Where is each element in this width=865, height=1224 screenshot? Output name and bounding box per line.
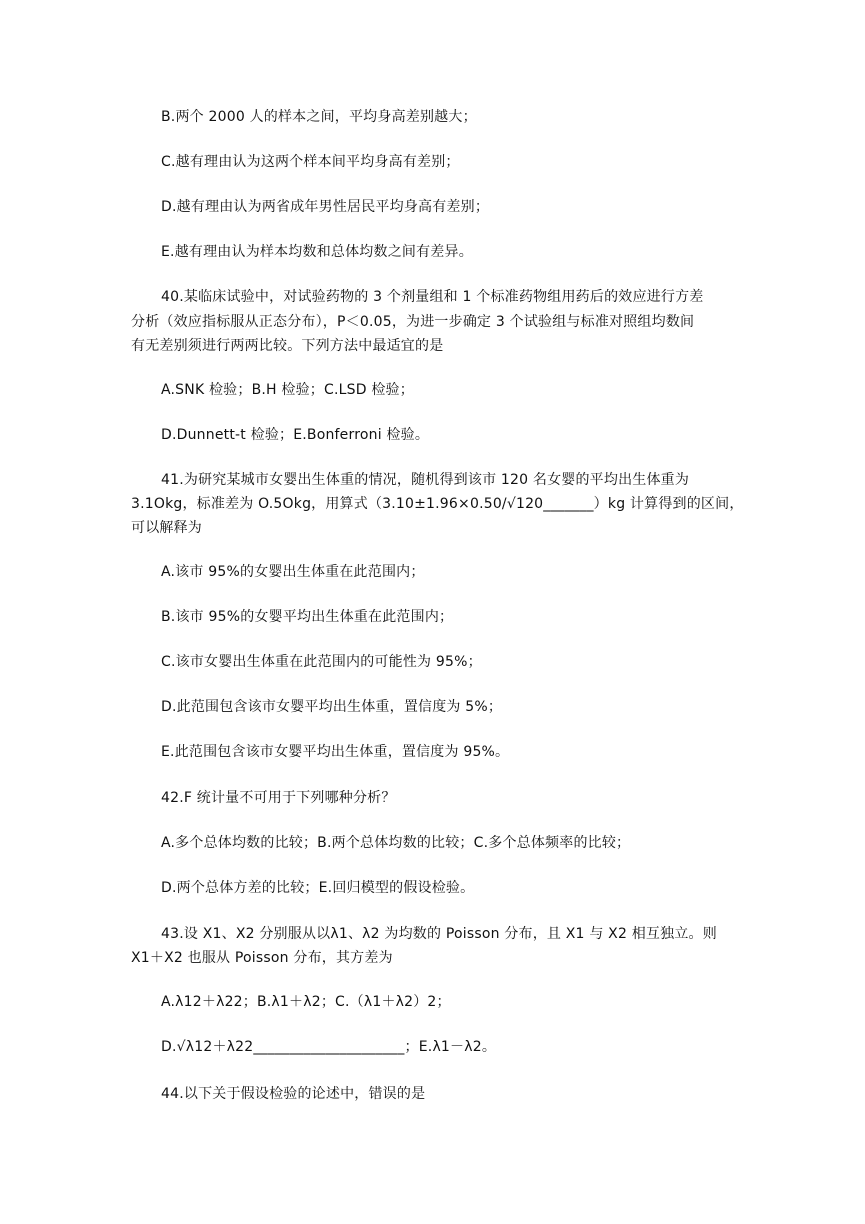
option-c-prev: C.越有理由认为这两个样本间平均身高有差别；	[161, 154, 460, 170]
question-41-option-d: D.此范围包含该市女婴平均出生体重，置信度为 5%；	[161, 699, 503, 715]
question-40-line-1: 40.某临床试验中，对试验药物的 3 个剂量组和 1 个标准药物组用药后的效应进行方差	[161, 289, 704, 305]
question-41-line-2: 3.1Okg，标准差为 O.5Okg，用算式（3.10±1.96×0.50/√120_______）kg 计算得到的区间，	[131, 496, 744, 512]
question-40-line-2: 分析（效应指标服从正态分布），P＜0.05，为进一步确定 3 个试验组与标准对照组均数间	[131, 314, 695, 330]
question-40-option-2: D.Dunnett-t 检验；E.Bonferroni 检验。	[161, 427, 430, 443]
question-43-option-1: A.λ12＋λ22；B.λ1＋λ2；C.（λ1＋λ2）2；	[161, 994, 451, 1010]
option-d-prev: D.越有理由认为两省成年男性居民平均身高有差别；	[161, 199, 490, 215]
question-41-option-a: A.该市 95%的女婴出生体重在此范围内；	[161, 564, 425, 580]
question-43-option-2: D.√λ12＋λ22_____________________；E.λ1－λ2。	[161, 1039, 497, 1055]
question-40-line-3: 有无差别须进行两两比较。下列方法中最适宜的是	[131, 338, 444, 354]
question-40-option-1: A.SNK 检验；B.H 检验；C.LSD 检验；	[161, 382, 414, 398]
question-41-option-c: C.该市女婴出生体重在此范围内的可能性为 95%；	[161, 654, 482, 670]
question-41-line-3: 可以解释为	[131, 520, 202, 536]
question-43-line-1: 43.设 X1、X2 分别服从以λ1、λ2 为均数的 Poisson 分布，且 X1 与 X2 相互独立。则	[161, 926, 717, 942]
question-41-option-b: B.该市 95%的女婴平均出生体重在此范围内；	[161, 609, 454, 625]
question-41-line-1: 41.为研究某城市女婴出生体重的情况，随机得到该市 120 名女婴的平均出生体重为	[161, 472, 690, 488]
option-b-prev: B.两个 2000 人的样本之间，平均身高差别越大；	[161, 109, 477, 125]
question-42-option-2: D.两个总体方差的比较；E.回归模型的假设检验。	[161, 880, 475, 896]
question-41-option-e: E.此范围包含该市女婴平均出生体重，置信度为 95%。	[161, 744, 510, 760]
question-44-line-1: 44.以下关于假设检验的论述中，错误的是	[161, 1086, 426, 1102]
question-42-option-1: A.多个总体均数的比较；B.两个总体均数的比较；C.多个总体频率的比较；	[161, 835, 631, 851]
question-42-line-1: 42.F 统计量不可用于下列哪种分析？	[161, 790, 396, 806]
option-e-prev: E.越有理由认为样本均数和总体均数之间有差异。	[161, 244, 473, 260]
question-43-line-2: X1＋X2 也服从 Poisson 分布，其方差为	[131, 950, 393, 966]
